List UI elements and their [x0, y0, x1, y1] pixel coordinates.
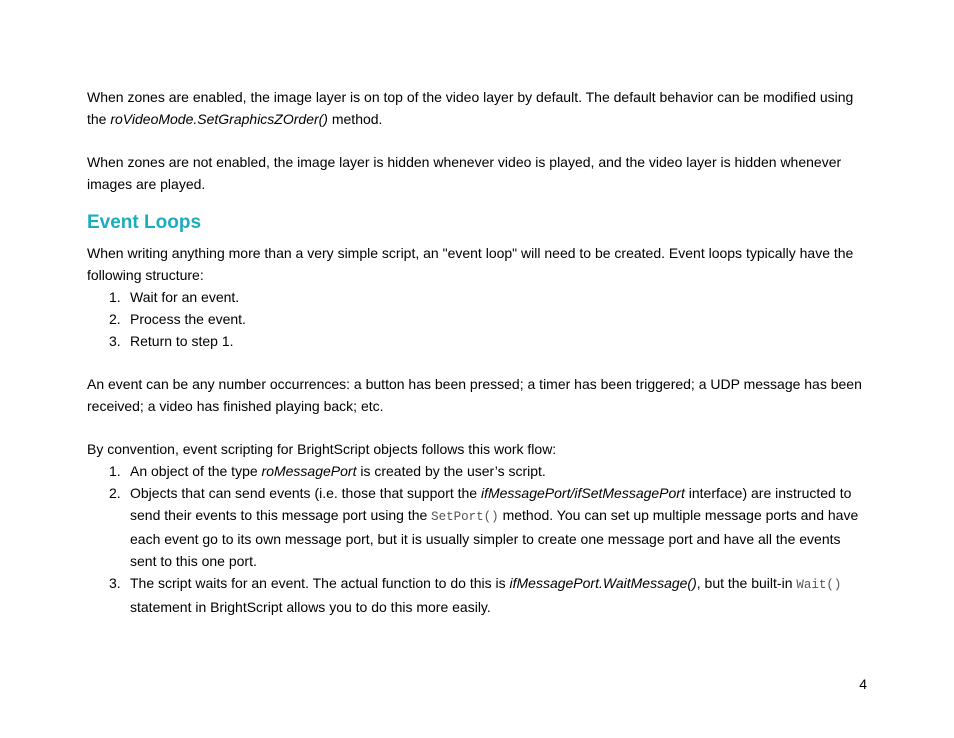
page-number: 4 — [859, 676, 867, 692]
workflow-list — [87, 460, 869, 618]
event-loop-steps-list — [87, 286, 869, 352]
list-item: 1. An object of the type roMessagePort is created by the user’s script. — [109, 463, 546, 479]
list-item: 2. Objects that can send events (i.e. those that support the ifMessagePort/ifSetMessagePort interface) are instructed to send their events to this message port using the SetPort() method. You can set up multiple message ports and have each event go to its own message port, but it is usually simpler to create one message port and have all the events sent to this one port. — [109, 485, 859, 569]
spacer — [87, 352, 869, 373]
list-item: 3. Return to step 1. — [109, 333, 234, 349]
zones-enabled-paragraph: When zones are enabled, the image layer is on top of the video layer by default. The default behavior can be modified using the roVideoMode.SetGraphicsZOrder() method. — [87, 89, 854, 127]
zones-disabled-paragraph: When zones are not enabled, the image layer is hidden whenever video is played, and the video layer is hidden whenever images are played. — [87, 154, 842, 192]
list-item: 1. Wait for an event. — [109, 289, 240, 305]
event-loop-intro-paragraph: When writing anything more than a very simple script, an "event loop" will need to be created. Event loops typically have the following structure: — [87, 245, 854, 283]
convention-paragraph: By convention, event scripting for BrightScript objects follows this work flow: — [87, 441, 557, 457]
list-item: 3. The script waits for an event. The actual function to do this is ifMessagePort.WaitMessage(), but the built-in Wait() statement in BrightScript allows you to do this more easily. — [109, 575, 842, 615]
section-heading: Event Loops — [87, 212, 202, 233]
event-description-paragraph: An event can be any number occurrences: a button has been pressed; a timer has been triggered; a UDP message has been received; a video has finished playing back; etc. — [87, 376, 862, 414]
wait-code: Wait() — [796, 578, 842, 592]
set-graphics-zorder-method: roVideoMode.SetGraphicsZOrder() — [110, 111, 328, 127]
setport-code: SetPort() — [431, 510, 499, 524]
list-item: 2. Process the event. — [109, 311, 246, 327]
document-page — [87, 86, 869, 618]
spacer — [87, 130, 869, 151]
spacer — [87, 417, 869, 438]
